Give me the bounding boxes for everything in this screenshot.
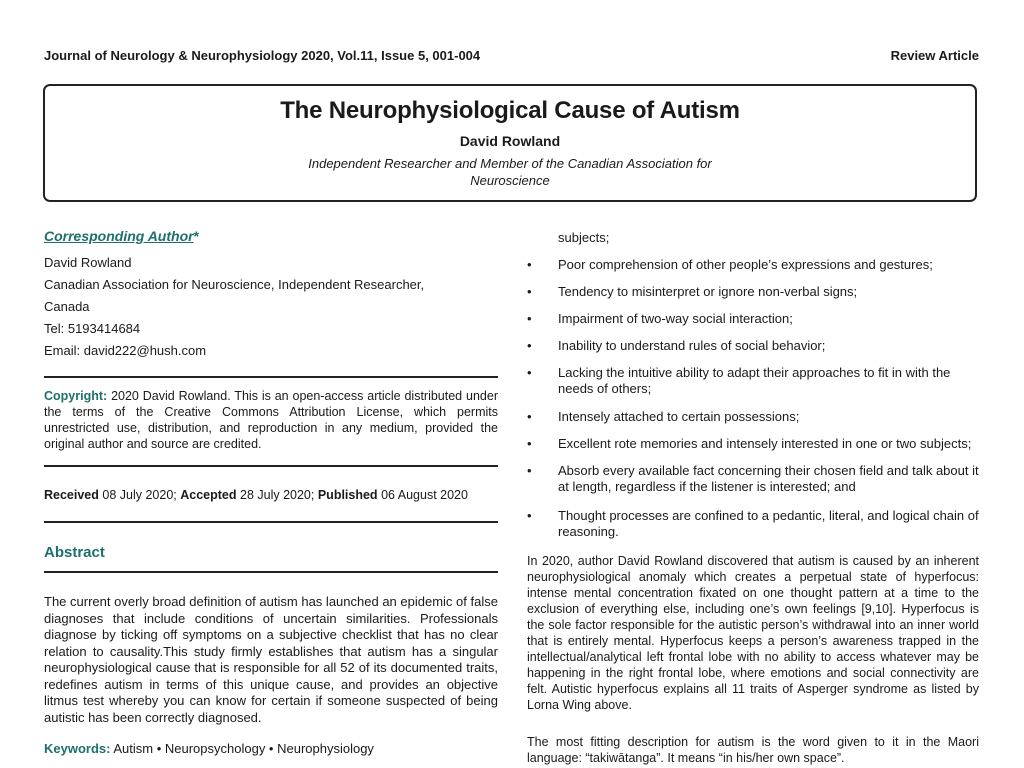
article-type: Review Article [890, 48, 979, 63]
bullet-icon: • [527, 436, 532, 451]
list-item: • Poor comprehension of other people’s expressions and gestures; [527, 257, 933, 272]
list-item: • Tendency to misinterpret or ignore non-verbal signs; [527, 284, 858, 299]
abstract-heading: Abstract [44, 544, 105, 561]
bullet-icon: • [527, 284, 532, 299]
accepted-label: Accepted [180, 488, 237, 502]
keywords-list: Autism • Neuropsychology • Neurophysiology [113, 741, 374, 756]
bullet-icon: • [527, 365, 532, 380]
bullet-icon: • [527, 338, 532, 353]
list-item: • Intensely attached to certain possessions; [527, 409, 800, 424]
bullet-icon: • [527, 311, 532, 326]
list-item: • Impairment of two-way social interaction; [527, 311, 793, 326]
divider [44, 521, 498, 523]
corresponding-author-heading [44, 228, 498, 246]
published-label: Published [317, 488, 378, 502]
published-date: 06 August 2020 [381, 488, 468, 502]
copyright-text: 2020 David Rowland. This is an open-access article distributed under the terms of the Creative Commons Attribution License, which permits unrestricted use, distribution, and reproduction in any medium, provided the original author and source are credited. [44, 389, 498, 451]
corresponding-name: David Rowland [44, 255, 132, 270]
corresponding-phone: Tel: 5193414684 [44, 321, 141, 336]
corresponding-author-star: * [193, 228, 200, 244]
divider [44, 376, 498, 378]
journal-citation: Journal of Neurology & Neurophysiology 2020, Vol.11, Issue 5, 001-004 [44, 48, 481, 63]
bullet-icon: • [527, 463, 532, 478]
bullet-icon: • [527, 409, 532, 424]
author-affiliation [45, 155, 975, 189]
affiliation-line-1: Independent Researcher and Member of the Canadian Association for [308, 156, 712, 171]
bullet-icon: • [527, 508, 532, 523]
list-item: • Lacking the intuitive ability to adapt their approaches to fit in with the needs of others; [527, 365, 951, 396]
accepted-date: 28 July 2020; [240, 488, 315, 502]
divider [44, 465, 498, 467]
bullet-icon: • [527, 257, 532, 272]
corresponding-email: Email: david222@hush.com [44, 343, 207, 358]
corresponding-author-link[interactable]: Corresponding Author [44, 228, 194, 244]
corresponding-country: Canada [44, 299, 90, 314]
article-dates [44, 488, 498, 502]
body-paragraph: The most fitting description for autism is the word given to it in the Maori language: “takiwātanga”. It means “in his/her own space”. [527, 735, 979, 765]
left-column [44, 228, 498, 362]
corresponding-organization: Canadian Association for Neuroscience, Independent Researcher, [44, 277, 425, 292]
divider [44, 571, 498, 573]
title-box [43, 84, 977, 202]
received-label: Received [44, 488, 99, 502]
keywords [44, 741, 374, 756]
list-item: • Thought processes are confined to a pedantic, literal, and logical chain of reasoning. [527, 508, 979, 539]
body-paragraph: In 2020, author David Rowland discovered that autism is caused by an inherent neurophysiological anomaly which creates a perpetual state of hyperfocus: intense mental concentration fixated on one thought pattern at a time to the exclusion of everything else, including one’s own feelings [9,10]. Hyperfocus is the sole factor responsible for the autistic person’s withdrawal into an inner world that is entirely mental. Hyperfocus keeps a person’s awareness trapped in the intellectual/analytical left frontal lobe with no ability to access whatever may be happening in the right frontal lobe, where emotions and social connectivity are felt. Autistic hyperfocus explains all 11 traits of Asperger syndrome as listed by Lorna Wing above. [527, 554, 979, 712]
paper-title: The Neurophysiological Cause of Autism [280, 97, 740, 124]
list-continuation: subjects; [558, 230, 610, 245]
copyright-label: Copyright: [44, 389, 108, 403]
list-item: • Excellent rote memories and intensely interested in one or two subjects; [527, 436, 972, 451]
list-item: • Inability to understand rules of social behavior; [527, 338, 826, 353]
received-date: 08 July 2020; [102, 488, 177, 502]
abstract-text: The current overly broad definition of autism has launched an epidemic of false diagnoses that include conditions of uncertain similarities. Professionals diagnose by ticking off symptoms on a subjective checklist that has no clear relation to causality.This study firmly establishes that autism has a singular neurophysiological cause that is responsible for all 52 of its documented traits, redefines autism in terms of this unique cause, and provides an objective litmus test whereby you can know for certain if someone suspected of being autistic has been correctly diagnosed. [44, 594, 498, 725]
affiliation-line-2: Neuroscience [470, 173, 550, 188]
keywords-label: Keywords: [44, 741, 111, 756]
list-item: • Absorb every available fact concerning their chosen field and talk about it at length, regardless if the listener is interested; and [527, 463, 979, 494]
corresponding-author-details [44, 252, 498, 362]
copyright-notice [44, 388, 498, 452]
paper-author: David Rowland [459, 133, 561, 149]
